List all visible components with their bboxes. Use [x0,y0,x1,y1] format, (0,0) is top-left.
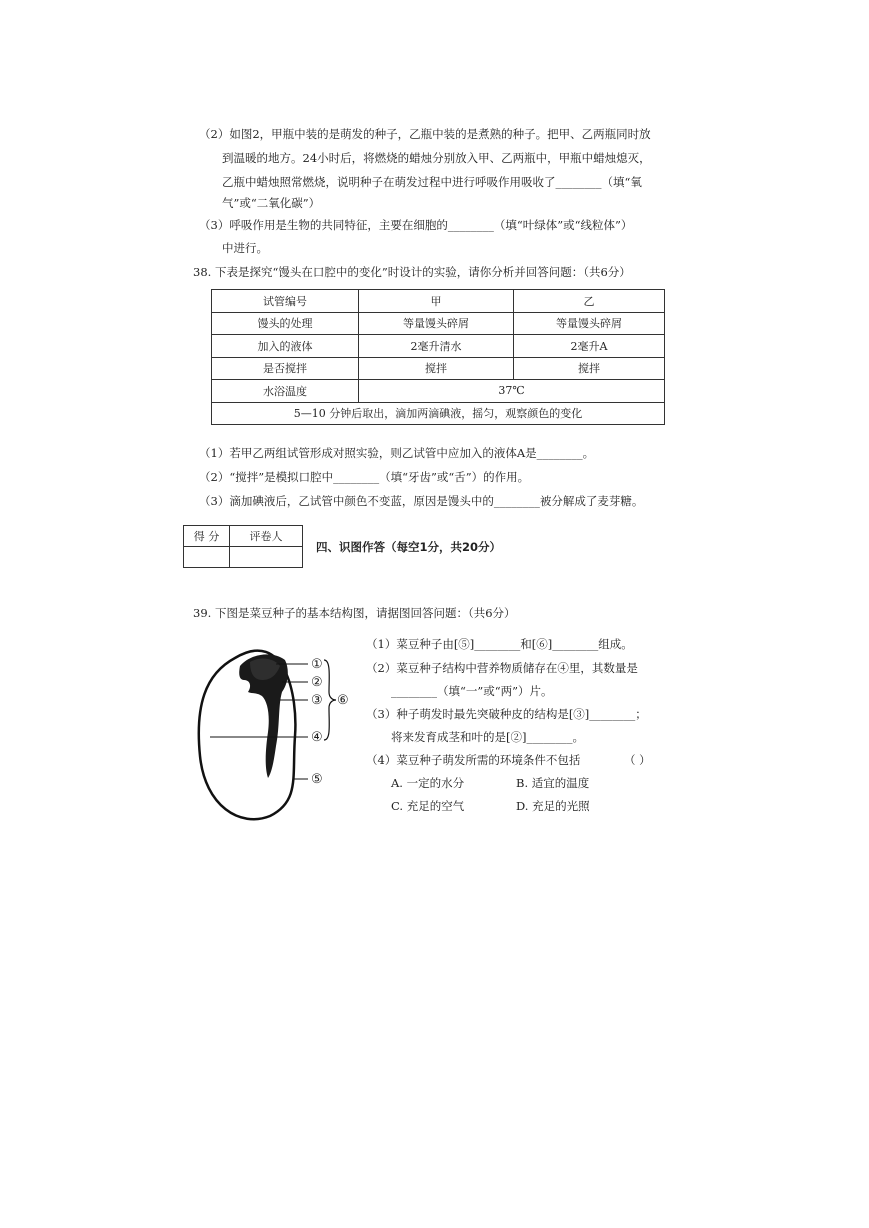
q39-title: 39. 下图是菜豆种子的基本结构图，请据图回答问题：（共6分） [193,606,516,620]
label-2: ② [311,675,323,690]
q38-sub2: （2）“搅拌”是模拟口腔中________（填“牙齿”或“舌”）的作用。 [199,470,530,484]
option-a: A. 一定的水分 [391,776,465,790]
table-footer-cell: 5—10 分钟后取出，滴加两滴碘液，摇匀，观察颜色的变化 [212,402,665,425]
answer-bracket[interactable]: （ ） [624,753,651,767]
q37-p2-line1: （2）如图2，甲瓶中装的是萌发的种子，乙瓶中装的是煮熟的种子。把甲、乙两瓶同时放 [199,127,651,141]
grader-label: 评卷人 [230,526,303,547]
q39-line3: ________（填“一”或“两”）片。 [391,684,553,698]
option-c: C. 充足的空气 [391,799,465,813]
table-cell: 水浴温度 [212,380,359,403]
table-row [212,290,665,313]
q37-p2-line4: 气”或“二氧化碳”） [222,196,321,210]
table-cell: 乙 [514,290,665,313]
table-cell: 搅拌 [514,357,665,380]
label-4: ④ [311,730,323,745]
brace-shape [324,660,336,740]
experiment-table [211,289,665,425]
table-cell: 馒头的处理 [212,312,359,335]
table-cell: 2毫升A [514,335,665,358]
q38-sub1: （1）若甲乙两组试管形成对照实验，则乙试管中应加入的液体A是________。 [199,446,595,460]
table-row [212,312,665,335]
table-cell: 搅拌 [359,357,514,380]
q39-line4: （3）种子萌发时最先突破种皮的结构是[③]________； [366,707,647,721]
q39-line1: （1）菜豆种子由[⑤]________和[⑥]________组成。 [366,637,633,651]
table-cell: 等量馒头碎屑 [359,312,514,335]
option-d: D. 充足的光照 [516,799,590,813]
table-row [212,402,665,425]
label-3: ③ [311,693,323,708]
score-label: 得 分 [184,526,230,547]
label-1: ① [311,657,323,672]
q39-line2: （2）菜豆种子结构中营养物质储存在④里，其数量是 [366,661,638,675]
score-field[interactable] [184,547,230,568]
section-title: 四、识图作答（每空1分，共20分） [316,540,502,554]
table-cell: 等量馒头碎屑 [514,312,665,335]
table-cell: 37℃ [359,380,665,403]
q37-p2-line2: 到温暖的地方。24小时后，将燃烧的蜡烛分别放入甲、乙两瓶中，甲瓶中蜡烛熄灭， [222,151,651,165]
grader-field[interactable] [230,547,303,568]
score-box [183,525,303,568]
bean-seed-diagram [190,636,360,826]
table-cell: 甲 [359,290,514,313]
q39-line5: 将来发育成茎和叶的是[②]________。 [391,730,584,744]
q38-title: 38. 下表是探究“馒头在口腔中的变化”时设计的实验，请你分析并回答问题：（共6分） [193,265,631,279]
table-cell: 是否搅拌 [212,357,359,380]
table-cell: 加入的液体 [212,335,359,358]
label-6: ⑥ [337,693,349,708]
table-row [212,380,665,403]
table-cell: 试管编号 [212,290,359,313]
q37-p3-line2: 中进行。 [222,241,268,255]
q37-p3-line1: （3）呼吸作用是生物的共同特征，主要在细胞的________（填“叶绿体”或“线粒体”） [199,218,633,232]
table-row [212,357,665,380]
label-5: ⑤ [311,772,323,787]
table-cell: 2毫升清水 [359,335,514,358]
table-row [212,335,665,358]
q38-sub3: （3）滴加碘液后，乙试管中颜色不变蓝，原因是馒头中的________被分解成了麦芽糖。 [199,494,644,508]
option-b: B. 适宜的温度 [516,776,590,790]
q39-line6: （4）菜豆种子萌发所需的环境条件不包括 [366,753,581,767]
q37-p2-line3: 乙瓶中蜡烛照常燃烧，说明种子在萌发过程中进行呼吸作用吸收了________（填“氧 [222,175,642,189]
